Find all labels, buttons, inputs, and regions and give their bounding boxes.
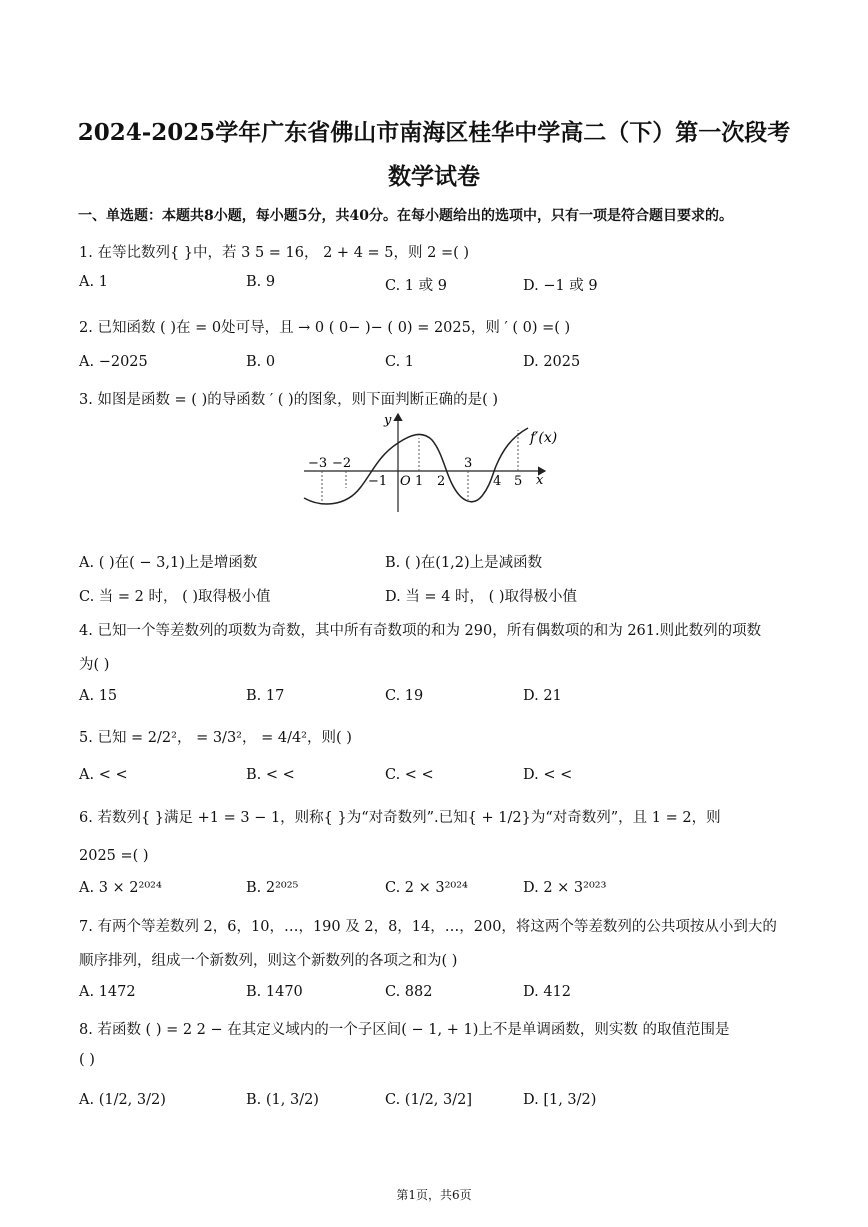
q5-option-c: C. < < xyxy=(385,767,434,783)
dashed-guides xyxy=(322,430,518,502)
q4-option-d: D. 21 xyxy=(523,688,562,704)
q7-option-a: A. 1472 xyxy=(79,984,136,1000)
question-4-stem-cont: 为( ) xyxy=(79,657,110,673)
q1-option-d: D. −1 或 9 xyxy=(523,278,598,294)
page-footer: 第1页，共6页 xyxy=(396,1188,472,1202)
title-line-1: 2024-2025学年广东省佛山市南海区桂华中学高二（下）第一次段考 xyxy=(77,119,791,146)
question-1-stem: 1. 在等比数列{ }中，若 3 5 = 16， 2 + 4 = 5，则 2 =( ) xyxy=(79,245,470,261)
q6-option-a: A. 3 × 2²⁰²⁴ xyxy=(79,880,162,896)
section-header: 一、单选题：本题共8小题，每小题5分，共40分。在每小题给出的选项中，只有一项是符合题目要求的。 xyxy=(78,208,733,224)
derivative-graph xyxy=(300,408,560,518)
q8-option-a: A. (1/2, 3/2) xyxy=(79,1092,166,1108)
y-axis-label: y xyxy=(384,413,392,428)
question-3-stem: 3. 如图是函数 = ( )的导函数 ′ ( )的图象，则下面判断正确的是( ) xyxy=(79,392,499,408)
question-7-stem: 7. 有两个等差数列 2，6，10，…，190 及 2，8，14，…，200，将这两个等差数列的公共项按从小到大的 xyxy=(79,919,777,935)
q2-option-d: D. 2025 xyxy=(523,354,581,370)
tick-label: 3 xyxy=(464,456,473,471)
question-6-stem: 6. 若数列{ }满足 +1 = 3 − 1，则称{ }为“对奇数列”.已知{ + 1/2}为“对奇数列”，且 1 = 2，则 xyxy=(79,810,721,826)
q5-option-b: B. < < xyxy=(246,767,295,783)
curve-label: f′(x) xyxy=(530,430,558,446)
question-2-stem: 2. 已知函数 ( )在 = 0处可导，且 → 0 ( 0− )− ( 0) = 2025，则 ′ ( 0) =( ) xyxy=(79,320,571,336)
q5-option-a: A. < < xyxy=(79,767,128,783)
question-4-stem: 4. 已知一个等差数列的项数为奇数，其中所有奇数项的和为 290，所有偶数项的和为 261.则此数列的项数 xyxy=(79,623,762,639)
question-7-stem-cont: 顺序排列，组成一个新数列，则这个新数列的各项之和为( ) xyxy=(79,953,458,969)
q8-option-b: B. (1, 3/2) xyxy=(246,1092,319,1108)
q1-option-b: B. 9 xyxy=(246,274,276,290)
q7-option-b: B. 1470 xyxy=(246,984,303,1000)
q3-option-a: A. ( )在( − 3,1)上是增函数 xyxy=(79,555,258,571)
question-8-stem-cont: ( ) xyxy=(79,1052,95,1068)
q2-option-a: A. −2025 xyxy=(79,354,148,370)
q8-option-d: D. [1, 3/2) xyxy=(523,1092,597,1108)
q3-option-c: C. 当 = 2 时， ( )取得极小值 xyxy=(79,589,271,605)
origin-label: O xyxy=(400,474,411,489)
q6-option-d: D. 2 × 3²⁰²³ xyxy=(523,880,607,896)
q5-option-d: D. < < xyxy=(523,767,573,783)
tick-label: 2 xyxy=(437,474,446,489)
q8-option-c: C. (1/2, 3/2] xyxy=(385,1092,472,1108)
tick-label: 4 xyxy=(493,474,502,489)
q2-option-b: B. 0 xyxy=(246,354,276,370)
x-axis-label: x xyxy=(536,473,544,488)
tick-label: −2 xyxy=(332,456,352,471)
title-line-2: 数学试卷 xyxy=(388,163,480,190)
q1-option-c: C. 1 或 9 xyxy=(385,278,447,294)
tick-label: −1 xyxy=(368,474,388,489)
question-8-stem: 8. 若函数 ( ) = 2 2 − 在其定义域内的一个子区间( − 1, + 1)上不是单调函数，则实数 的取值范围是 xyxy=(79,1022,730,1038)
q2-option-c: C. 1 xyxy=(385,354,415,370)
tick-label: 5 xyxy=(514,474,523,489)
tick-label: 1 xyxy=(415,474,424,489)
q4-option-a: A. 15 xyxy=(79,688,118,704)
question-5-stem: 5. 已知 = 2/2²， = 3/3²， = 4/4²，则( ) xyxy=(79,730,352,746)
question-6-stem-cont: 2025 =( ) xyxy=(79,848,149,864)
tick-label: −3 xyxy=(308,456,328,471)
q3-option-b: B. ( )在(1,2)上是减函数 xyxy=(385,555,543,571)
q4-option-c: C. 19 xyxy=(385,688,424,704)
q7-option-c: C. 882 xyxy=(385,984,433,1000)
q4-option-b: B. 17 xyxy=(246,688,285,704)
q3-option-d: D. 当 = 4 时， ( )取得极小值 xyxy=(385,589,578,605)
q1-option-a: A. 1 xyxy=(79,274,108,290)
q6-option-c: C. 2 × 3²⁰²⁴ xyxy=(385,880,468,896)
q7-option-d: D. 412 xyxy=(523,984,572,1000)
q6-option-b: B. 2²⁰²⁵ xyxy=(246,880,299,896)
